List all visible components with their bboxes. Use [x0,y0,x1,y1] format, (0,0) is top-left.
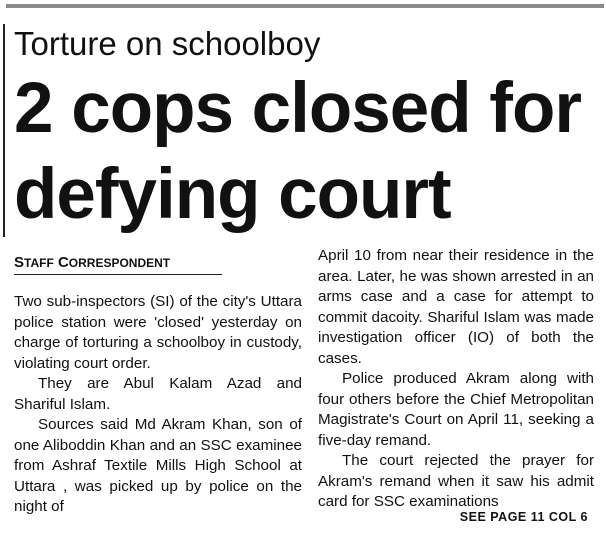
byline-text: STAFF CORRESPONDENT [14,254,171,271]
top-rule [6,4,604,8]
paragraph-5: Police produced Akram along with four others before the Chief Metropolitan Magistrate's Court on April 11, seeking a five-day remand. [318,370,594,449]
headline-line-2: defying court [14,155,451,234]
paragraph-1: Two sub-inspectors (SI) of the city's Uttara police station were 'closed' yesterday on charge of torturing a schoolboy in custody, violating court order. [14,293,302,372]
paragraph-4: April 10 from near their residence in the area. Later, he was shown arrested in an arms case and a case for attempt to commit dacoity. Shariful Islam was made investigation officer (IO) of both the cases. [318,247,594,367]
side-rule [3,24,5,237]
headline-line-1: 2 cops closed for [14,69,581,148]
kicker: Torture on schoolboy [14,25,321,62]
paragraph-3: Sources said Md Akram Khan, son of one Aliboddin Khan and an SSC examinee from Ashraf Textile Mills High School at Uttara , was picked up by police on the night of [14,416,302,515]
article-column-1 [14,292,302,518]
continuation-note: SEE PAGE 11 COL 6 [459,510,588,524]
paragraph-6: The court rejected the prayer for Akram's remand when it saw his admit card for SSC examinations [318,452,594,510]
article-column-2 [318,246,594,513]
byline [14,254,222,275]
paragraph-2: They are Abul Kalam Azad and Shariful Islam. [14,375,302,413]
